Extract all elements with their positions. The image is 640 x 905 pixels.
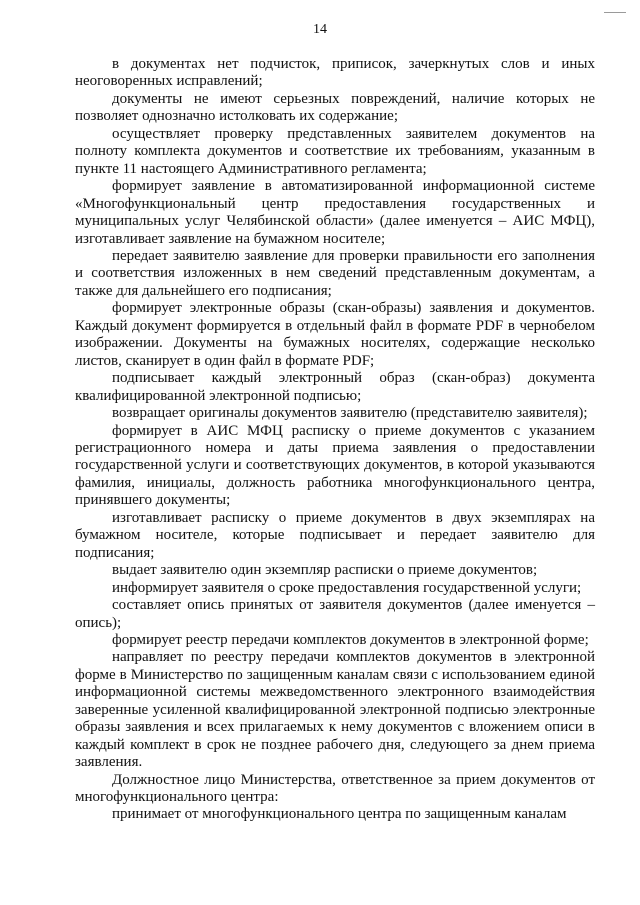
paragraph: составляет опись принятых от заявителя документов (далее именуется – опись);: [75, 597, 595, 631]
paragraph: формирует электронные образы (скан-образы) заявления и документов. Каждый документ формируется в отдельный файл в формате PDF в чернобелом изображении. Документы на бумажных носителях, содержащие несколько листов, сканирует в один файл в формате PDF;: [75, 300, 595, 369]
paragraph: осуществляет проверку представленных заявителем документов на полноту комплекта документов и соответствие их требованиям, указанным в пункте 11 настоящего Административного регламента;: [75, 125, 595, 177]
paragraph: возвращает оригиналы документов заявителю (представителю заявителя);: [112, 405, 588, 422]
paragraph: выдает заявителю один экземпляр расписки о приеме документов;: [112, 562, 538, 579]
paragraph: подписывает каждый электронный образ (скан-образ) документа квалифицированной электронной подписью;: [75, 370, 595, 404]
paragraph: информирует заявителя о сроке предоставления государственной услуги;: [112, 579, 582, 596]
paragraph: изготавливает расписку о приеме документов в двух экземплярах на бумажном носителе, которые подписывает и передает заявителю для подписания;: [75, 509, 595, 561]
paragraph: Должностное лицо Министерства, ответственное за прием документов от многофункционального центра:: [75, 771, 595, 806]
paragraph: формирует в АИС МФЦ расписку о приеме документов с указанием регистрационного номера и даты приема заявления о предоставлении государственной услуги и соответствующих документов, в которой указываются фамилия, инициалы, должность работника многофункционального центра, принявшего документы;: [75, 422, 595, 509]
paragraph: принимает от многофункционального центра по защищенным каналам: [112, 806, 567, 823]
corner-mark: [604, 12, 626, 13]
paragraph: в документах нет подчисток, приписок, зачеркнутых слов и иных неоговоренных исправлений;: [75, 56, 595, 90]
page-number: 14: [313, 22, 327, 37]
paragraph: формирует заявление в автоматизированной информационной системе «Многофункциональный центр предоставления государственных и муниципальных услуг Челябинской области» (далее именуется – АИС МФЦ), изготавливает заявление на бумажном носителе;: [75, 178, 595, 247]
body-text: [75, 56, 595, 824]
paragraph: документы не имеют серьезных повреждений, наличие которых не позволяет однозначно истолковать их содержание;: [75, 90, 595, 125]
paragraph: направляет по реестру передачи комплектов документов в электронной форме в Министерство по защищенным каналам связи с использованием единой информационной системы межведомственного электронного взаимодействия заверенные усиленной квалифицированной электронной подписью электронные образы заявления и всех прилагаемых к нему документов с вложением описи в каждый комплект в срок не позднее рабочего дня, следующего за днем приема заявления.: [75, 649, 595, 771]
paragraph: формирует реестр передачи комплектов документов в электронной форме;: [112, 631, 589, 648]
paragraph: передает заявителю заявление для проверки правильности его заполнения и соответствия изложенных в нем сведений представленным документам, а также для дальнейшего его подписания;: [75, 247, 595, 299]
